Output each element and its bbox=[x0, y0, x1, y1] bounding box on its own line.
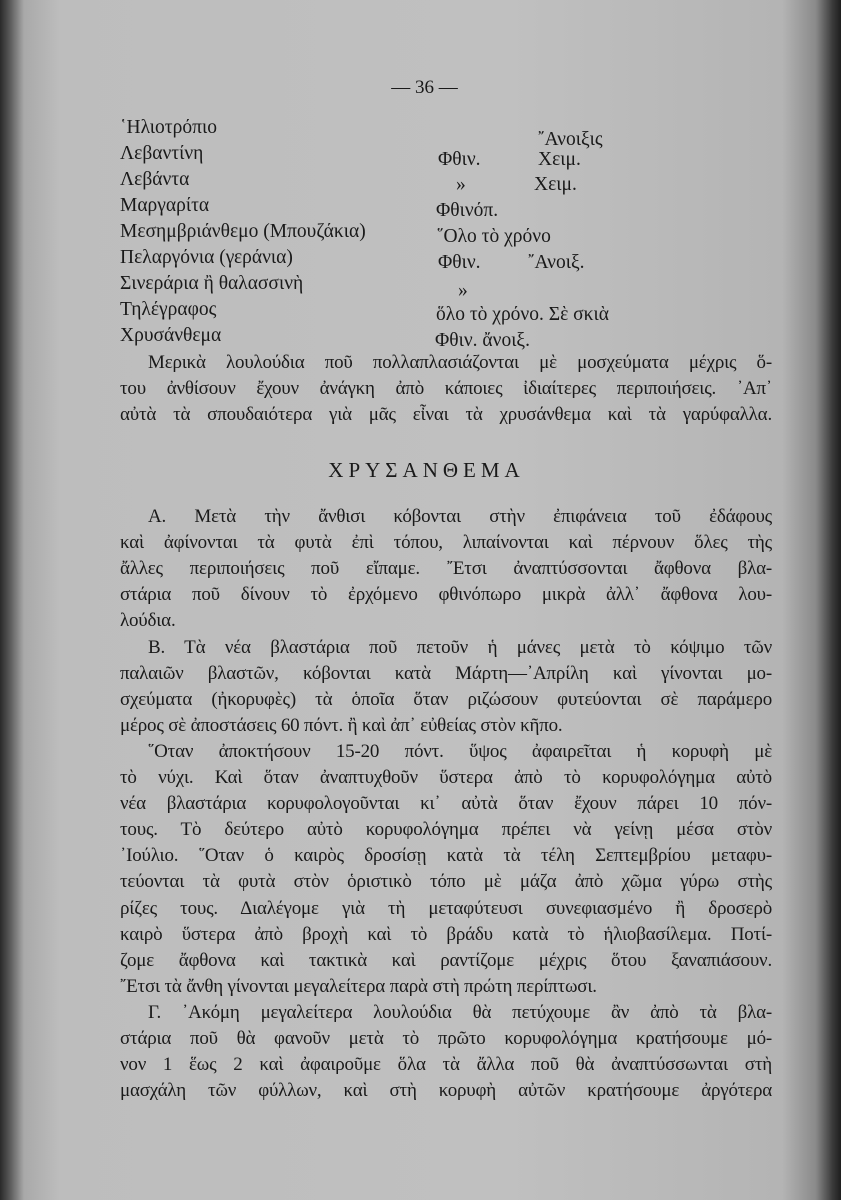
text-line: παλαιῶν βλαστῶν, κόβονται κατὰ Μάρτη—᾿Απρίλη καὶ γίνονται μο- bbox=[120, 662, 772, 684]
text-line: νον 1 ἕως 2 καὶ ἀφαιροῦμε ὅλα τὰ ἄλλα ποῦ θὰ ἀναπτύσσωνται στὴ bbox=[120, 1054, 772, 1076]
text-line: ρίζες τους. Διαλέγομε γιὰ τὴ μεταφύτευσι συνεφιασμένο ἢ δροσερὸ bbox=[120, 897, 772, 919]
text-line: στάρια ποῦ δίνουν τὸ ἐρχόμενο φθινόπωρο μικρὰ ἀλλ᾿ ἄφθονα λου- bbox=[120, 584, 772, 606]
text-line: σχεύματα (ἠκορυφὲς) τὰ ὁποῖα ὅταν ριζώσουν φυτεύονται σὲ παράμερο bbox=[120, 688, 772, 710]
text-line: καιρὸ ὕστερα ἀπὸ βροχὴ καὶ τὸ βράδυ κατὰ τὸ ἡλιοβασίλεμα. Ποτί- bbox=[120, 923, 772, 945]
flower-season: ῎Ανοιξ. bbox=[528, 252, 585, 273]
flower-name: Χρυσάνθεμα bbox=[120, 325, 222, 346]
flower-season: ὅλο τὸ χρόνο. Σὲ σκιὰ bbox=[436, 304, 609, 325]
text-line: του ἀνθίσουν ἔχουν ἀνάγκη ἀπὸ κάποιες ἰδιαίτερες περιποιήσεις. ᾿Απ᾿ bbox=[120, 378, 772, 399]
text-line: Β. Τὰ νέα βλαστάρια ποῦ πετοῦν ἡ μάνες μετὰ τὸ κόψιμο τῶν bbox=[148, 636, 772, 658]
text-line: ῞Οταν ἀποκτήσουν 15-20 πόντ. ὕψος ἀφαιρεῖται ἡ κορυφὴ μὲ bbox=[148, 740, 772, 762]
text-line: Γ. ᾿Ακόμη μεγαλείτερα λουλούδια θὰ πετύχουμε ἂν ἀπὸ τὰ βλα- bbox=[148, 1001, 772, 1023]
flower-name: Μεσημβριάνθεμο (Μπουζάκια) bbox=[120, 221, 366, 242]
flower-season: » bbox=[456, 174, 466, 195]
text-line: τους. Τὸ δεύτερο αὐτὸ κορυφολόγημα πρέπει νὰ γείνῃ μέσα στὸν bbox=[120, 819, 772, 841]
flower-season: ῞Ολο τὸ χρόνο bbox=[437, 226, 551, 247]
flower-season: Φθιν. bbox=[438, 149, 481, 170]
page-number: — 36 — bbox=[391, 77, 458, 98]
text-line: τὸ νύχι. Καὶ ὅταν ἀναπτυχθοῦν ὕστερα ἀπὸ τὸ κορυφολόγημα αὐτὸ bbox=[120, 767, 772, 788]
text-line: μασχάλη τῶν φύλλων, καὶ στὴ κορυφὴ αὐτῶν κρατήσουμε ἀργότερα bbox=[120, 1080, 772, 1102]
text-line: τεύονται τὰ φυτὰ στὸν ὁριστικὸ τόπο μὲ μάζα ἀπὸ χῶμα γύρω στὴς bbox=[120, 871, 772, 893]
flower-season: Φθιν. ἄνοιξ. bbox=[435, 330, 531, 351]
text-line: νέα βλαστάρια κορυφολογοῦνται κι᾿ αὐτὰ ὅταν ἔχουν πάρει 10 πόν- bbox=[120, 793, 772, 815]
text-line: Α. Μετὰ τὴν ἄνθισι κόβονται στὴν ἐπιφάνεια τοῦ ἐδάφους bbox=[148, 506, 772, 527]
flower-name: Λεβαντίνη bbox=[120, 143, 204, 164]
flower-season: Φθινόπ. bbox=[436, 200, 499, 221]
flower-name: Τηλέγραφος bbox=[120, 299, 217, 320]
flower-season: Χειμ. bbox=[538, 149, 581, 170]
text-line: λούδια. bbox=[120, 610, 176, 632]
text-line: αὐτὰ τὰ σπουδαιότερα γιὰ μᾶς εἶναι τὰ χρυσάνθεμα καὶ τὰ γαρύφαλλα. bbox=[120, 404, 772, 425]
section-heading: ΧΡΥΣΑΝΘΕΜΑ bbox=[328, 458, 525, 482]
text-line: καὶ ἀφίνονται τὰ φυτὰ ἐπὶ τόπου, λιπαίνονται καὶ πέρνουν ὅλες τὴς bbox=[120, 532, 772, 554]
flower-season: » bbox=[458, 280, 468, 301]
flower-name: Μαργαρίτα bbox=[120, 195, 210, 216]
flower-name: Λεβάντα bbox=[120, 169, 190, 190]
flower-name: Σινεράρια ἢ θαλασσινὴ bbox=[120, 273, 304, 294]
flower-season: ῎Ανοιξις bbox=[538, 129, 603, 150]
flower-season: Φθιν. bbox=[438, 252, 481, 273]
text-line: ῎Ετσι τὰ ἄνθη γίνονται μεγαλείτερα παρὰ στὴ πρώτη περίπτωσι. bbox=[120, 975, 597, 997]
text-line: στάρια ποῦ θὰ φανοῦν μετὰ τὸ πρῶτο κορυφολόγημα κρατήσουμε μό- bbox=[120, 1028, 772, 1049]
text-line: ζομε ἄφθονα καὶ τακτικὰ καὶ ραντίζομε μέχρις ὅτου ξαναπιάσουν. bbox=[120, 949, 772, 971]
text-line: Μερικὰ λουλούδια ποῦ πολλαπλασιάζονται μὲ μοσχεύματα μέχρις ὅ- bbox=[148, 352, 772, 373]
flower-name: ῾Ηλιοτρόπιο bbox=[120, 117, 217, 138]
text-line: ᾿Ιούλιο. ῞Οταν ὁ καιρὸς δροσίσῃ κατὰ τὰ τέλη Σεπτεμβρίου μεταφυ- bbox=[120, 845, 772, 867]
flower-name: Πελαργόνια (γεράνια) bbox=[120, 247, 293, 268]
text-line: μέρος σὲ ἀποστάσεις 60 πόντ. ἢ καὶ ἀπ᾿ εὐθείας στὸν κῆπο. bbox=[120, 714, 563, 736]
text-line: ἄλλες περιποιήσεις ποῦ εἴπαμε. ῎Ετσι ἀναπτύσσονται ἄφθονα βλα- bbox=[120, 558, 772, 580]
flower-season: Χειμ. bbox=[534, 174, 577, 195]
